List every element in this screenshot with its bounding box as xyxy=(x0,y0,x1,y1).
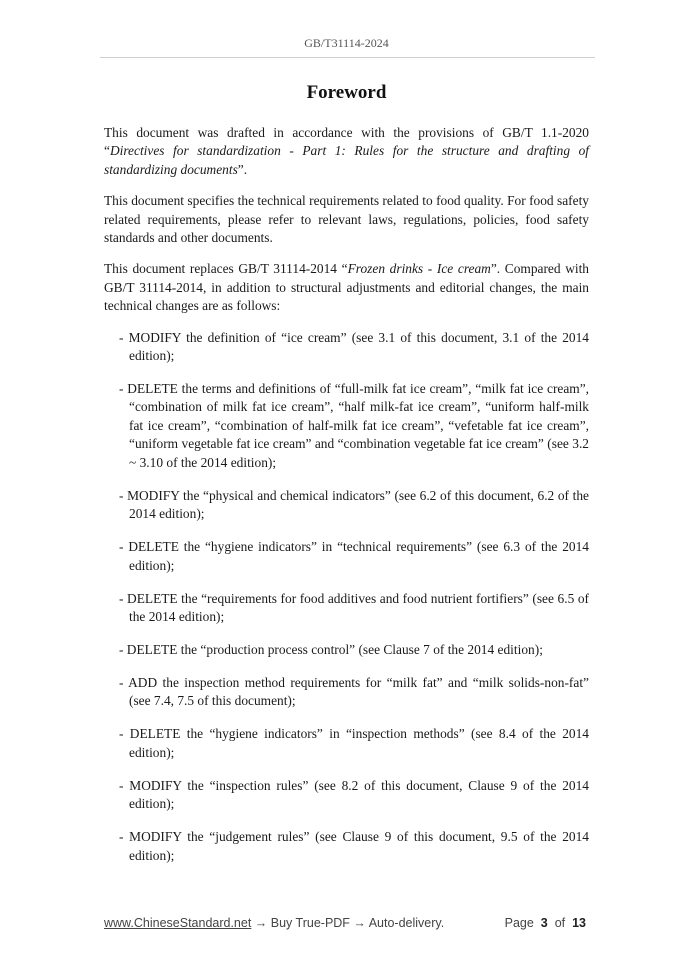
page-title: Foreword xyxy=(306,82,387,103)
paragraph-replacement xyxy=(104,260,589,315)
list-item: - DELETE the terms and definitions of “full-milk fat ice cream”, “milk fat ice cream”, “combination of milk fat ice cream”, “half milk-fat ice cream”, “uniform half-milk fat ice cream”, “combination of half-milk fat ice cream”, “vefetable fat ice cream”, “uniform vegetable fat ice cream” and “combination vegetable fat ice cream” (see 3.2 ~ 3.10 of the 2014 edition); xyxy=(119,381,589,470)
list-item: - MODIFY the “physical and chemical indicators” (see 6.2 of this document, 6.2 of the 2014 edition); xyxy=(119,487,589,522)
running-header: GB/T31114-2024 xyxy=(304,36,389,50)
list-item: - DELETE the “production process control” (see Clause 7 of the 2014 edition); xyxy=(119,641,543,657)
list-item: - MODIFY the “inspection rules” (see 8.2 of this document, Clause 9 of the 2014 edition); xyxy=(119,777,589,812)
italic-reference: Frozen drinks - Ice cream xyxy=(347,261,491,277)
paragraph-scope: This document specifies the technical requirements related to food quality. For food safety related requirements, please refer to relevant laws, regulations, policies, food safety standards and other documents. xyxy=(104,193,589,246)
page-of: of xyxy=(554,916,566,930)
list-item: - DELETE the “hygiene indicators” in “technical requirements” (see 6.3 of the 2014 edition); xyxy=(119,539,589,573)
page-label: Page xyxy=(504,916,534,930)
list-item: - DELETE the “hygiene indicators” in “inspection methods” (see 8.4 of the 2014 edition); xyxy=(119,726,589,760)
site-link[interactable]: www.ChineseStandard.net xyxy=(104,916,252,930)
list-item: - DELETE the “requirements for food additives and food nutrient fortifiers” (see 6.5 of the 2014 edition); xyxy=(119,590,589,624)
paragraph-drafting-rules xyxy=(104,124,589,179)
footer-tagline: → Buy True-PDF → Auto-delivery. xyxy=(251,916,445,930)
paragraph-text: ”. xyxy=(237,161,248,177)
document-body xyxy=(104,124,589,880)
page-total: 13 xyxy=(572,916,586,930)
footer-promo xyxy=(104,916,444,930)
technical-changes-list xyxy=(104,329,589,865)
paragraph-text: This document replaces GB/T 31114-2014 “ xyxy=(104,261,348,277)
paragraph-text: ”. Compared with GB/T 31114-2014, in addition to structural adjustments and editorial changes, the main technical changes are as follows: xyxy=(104,261,589,314)
italic-reference: Directives for standardization - Part 1: Rules for the structure and drafting of standardizing documents xyxy=(104,143,589,177)
list-item: - ADD the inspection method requirements for “milk fat” and “milk solids-non-fat” (see 7.4, 7.5 of this document); xyxy=(119,674,589,709)
list-item: - MODIFY the definition of “ice cream” (see 3.1 of this document, 3.1 of the 2014 edition); xyxy=(119,329,589,364)
header-divider xyxy=(100,57,595,58)
paragraph-text: This document was drafted in accordance with the provisions of GB/T 1.1-2020 “ xyxy=(104,125,589,159)
list-item: - MODIFY the “judgement rules” (see Clause 9 of this document, 9.5 of the 2014 edition); xyxy=(119,829,589,863)
page-number xyxy=(505,916,586,930)
page-current: 3 xyxy=(540,916,548,930)
